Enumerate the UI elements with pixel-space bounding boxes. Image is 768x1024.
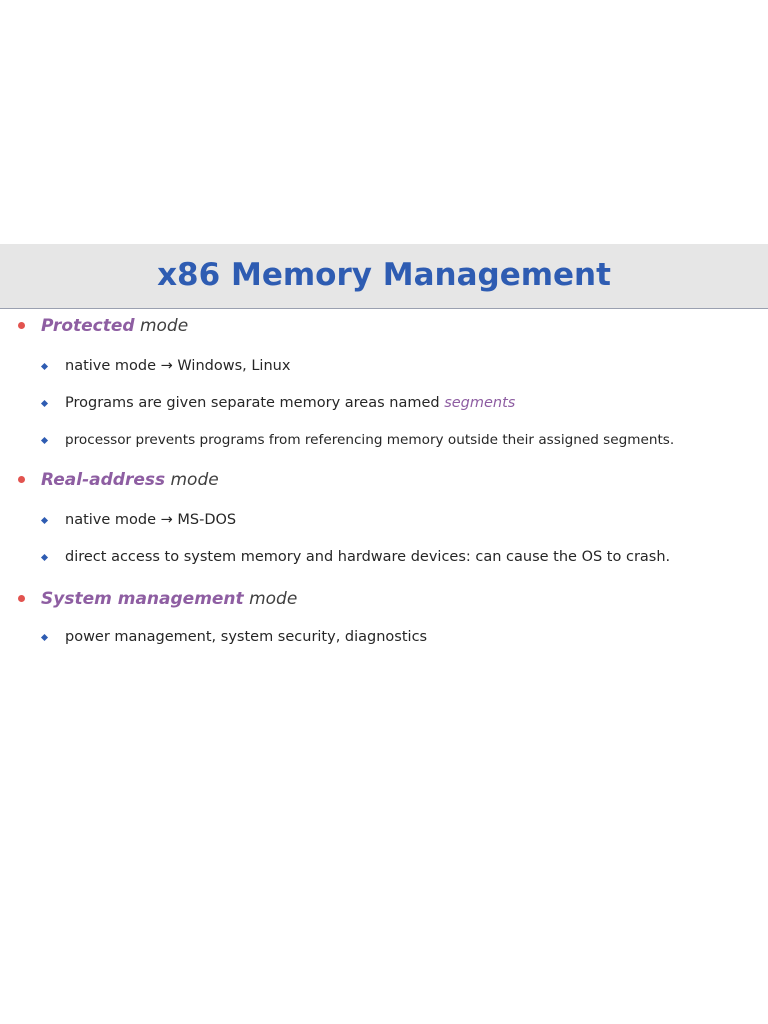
diamond-bullet-icon	[41, 363, 48, 370]
sub-bullet-text: direct access to system memory and hardware devices: can cause the OS to crash.	[65, 549, 671, 565]
arrow-icon: →	[160, 358, 173, 374]
diamond-bullet-icon	[41, 400, 48, 407]
mode-word: mode	[170, 470, 219, 490]
sub-bullet-text: Programs are given separate memory areas named segments	[65, 395, 516, 411]
sub-bullet-text: power management, system security, diagnostics	[65, 629, 428, 645]
slide-title: x86 Memory Management	[157, 257, 611, 293]
diamond-bullet-icon	[41, 437, 48, 444]
diamond-bullet-icon	[41, 634, 48, 641]
bullet-text	[41, 587, 297, 611]
sub-bullet-text: native mode → MS-DOS	[65, 512, 237, 528]
term: System management	[41, 589, 244, 609]
mode-word: mode	[249, 589, 298, 609]
bullet-dot-icon	[18, 322, 25, 329]
mode-word: mode	[139, 316, 189, 336]
arrow-icon: →	[160, 512, 173, 528]
diamond-bullet-icon	[41, 554, 48, 561]
term: Real-address	[41, 470, 166, 490]
bullet-text	[41, 468, 219, 492]
bullet-text	[41, 314, 188, 338]
bullet-dot-icon	[18, 476, 25, 483]
bullet-dot-icon	[18, 595, 25, 602]
term: Protected	[41, 316, 135, 336]
sub-bullet-text: processor prevents programs from referencing memory outside their assigned segments.	[65, 432, 675, 448]
diamond-bullet-icon	[41, 517, 48, 524]
sub-bullet-text: native mode → Windows, Linux	[65, 358, 291, 374]
emphasis: segments	[444, 395, 516, 411]
